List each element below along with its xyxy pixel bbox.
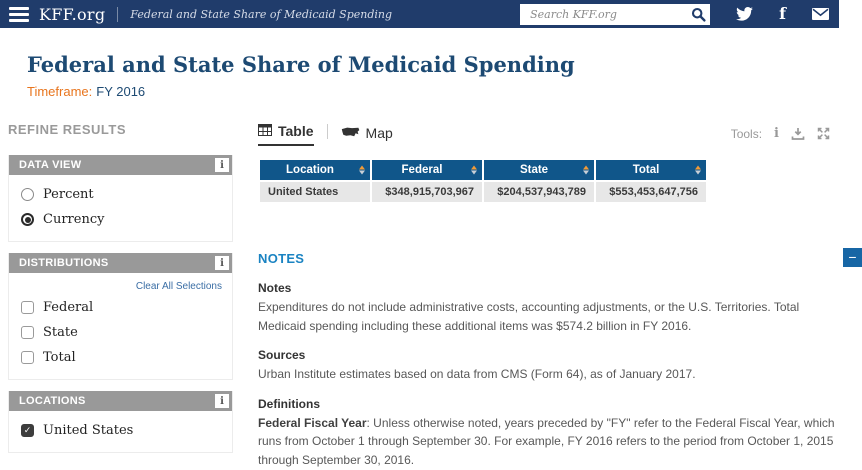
section-body	[9, 411, 232, 452]
checkbox-total[interactable]	[21, 350, 222, 365]
tools-bar	[731, 126, 830, 141]
topbar-right	[520, 4, 839, 25]
twitter-icon[interactable]	[736, 7, 753, 21]
column-header-total[interactable]: Total	[596, 160, 706, 180]
tab-label: Map	[365, 125, 393, 141]
section-title: DISTRIBUTIONS	[19, 257, 109, 269]
timeframe-label: Timeframe:	[27, 84, 93, 99]
option-label: Total	[43, 350, 76, 365]
radio-selected-icon	[21, 213, 34, 226]
site-logo[interactable]: KFF.org	[39, 4, 106, 24]
divider	[327, 124, 328, 139]
definitions-section-label: Definitions	[258, 396, 320, 411]
checkbox-checked-icon: ✓	[21, 424, 34, 437]
option-label: Percent	[43, 187, 94, 202]
section-data-view	[8, 155, 233, 242]
refine-results-sidebar	[8, 122, 233, 464]
cell-state: $204,537,943,789	[484, 182, 594, 202]
refine-results-title: REFINE RESULTS	[8, 122, 126, 137]
table-icon	[258, 123, 272, 139]
radio-icon	[21, 188, 34, 201]
timeframe-value: FY 2016	[96, 84, 146, 99]
definition-term: Federal Fiscal Year	[258, 415, 367, 430]
menu-icon[interactable]	[9, 7, 29, 22]
notes-heading: NOTES	[258, 251, 305, 266]
sort-icon	[359, 166, 365, 175]
option-label: Currency	[43, 212, 105, 227]
column-header-federal[interactable]: Federal	[372, 160, 482, 180]
column-header-state[interactable]: State	[484, 160, 594, 180]
sources-section-label: Sources	[258, 348, 306, 363]
section-title: DATA VIEW	[19, 159, 82, 171]
section-header-locations	[9, 391, 232, 411]
table-header-row	[260, 160, 706, 180]
tab-label: Table	[278, 123, 314, 139]
info-icon[interactable]: i	[215, 256, 229, 270]
cell-federal: $348,915,703,967	[372, 182, 482, 202]
checkbox-icon	[21, 301, 34, 314]
section-body	[9, 175, 232, 241]
data-table	[258, 158, 708, 204]
section-body	[9, 273, 232, 379]
sort-icon	[695, 166, 701, 175]
section-header-data-view	[9, 155, 232, 175]
search-box	[520, 4, 710, 25]
radio-percent[interactable]	[21, 187, 222, 202]
column-header-location[interactable]: Location	[260, 160, 370, 180]
search-input[interactable]	[528, 7, 691, 22]
checkbox-state[interactable]	[21, 325, 222, 340]
map-icon	[341, 125, 360, 141]
page-title: Federal and State Share of Medicaid Spending	[27, 52, 575, 78]
info-icon[interactable]: i	[215, 394, 229, 408]
sort-icon	[583, 166, 589, 175]
checkbox-united-states[interactable]	[21, 423, 222, 438]
section-title: LOCATIONS	[19, 395, 86, 407]
table-row	[260, 182, 706, 202]
timeframe	[27, 84, 145, 99]
divider	[117, 7, 118, 22]
search-icon[interactable]	[691, 7, 706, 22]
definitions-text: Federal Fiscal Year: Unless otherwise noted, years preceded by "FY" refer to the Federal Fiscal Year, which runs from October 1 through September 30. For example, FY 2016 refers to the period from October 1, 2015 through September 30, 2016.	[258, 415, 835, 467]
notes-text: Expenditures do not include administrative costs, accounting adjustments, or the U.S. Territories. Total Medicaid spending including these additional items was $574.2 billion in FY 2016.	[258, 300, 800, 333]
cell-total: $553,453,647,756	[596, 182, 706, 202]
email-icon[interactable]	[812, 8, 829, 20]
main-content	[258, 122, 858, 470]
download-icon[interactable]	[791, 127, 805, 140]
checkbox-icon	[21, 351, 34, 364]
section-locations	[8, 391, 233, 453]
radio-currency[interactable]	[21, 212, 222, 227]
tab-table[interactable]	[258, 123, 314, 146]
notes-section-label: Notes	[258, 281, 292, 295]
checkbox-federal[interactable]	[21, 300, 222, 315]
page-breadcrumb: Federal and State Share of Medicaid Spending	[130, 7, 393, 21]
top-navbar	[0, 0, 839, 28]
checkbox-icon	[21, 326, 34, 339]
expand-icon[interactable]	[817, 127, 830, 140]
section-header-distributions	[9, 253, 232, 273]
sources-text: Urban Institute estimates based on data from CMS (Form 64), as of January 2017.	[258, 367, 696, 382]
option-label: State	[43, 325, 78, 340]
tools-label: Tools:	[730, 126, 763, 141]
sort-icon	[471, 166, 477, 175]
info-icon[interactable]: i	[215, 158, 229, 172]
collapse-notes-button[interactable]: −	[843, 248, 862, 267]
clear-all-selections-link[interactable]: Clear All Selections	[135, 281, 222, 292]
tools-info-icon[interactable]: i	[774, 126, 779, 141]
option-label: United States	[43, 423, 134, 438]
facebook-glyph: f	[779, 4, 786, 23]
option-label: Federal	[43, 300, 94, 315]
cell-location: United States	[260, 182, 370, 202]
view-tabs	[258, 122, 858, 146]
notes-panel	[258, 250, 858, 470]
tab-map[interactable]	[341, 125, 393, 146]
section-distributions	[8, 253, 233, 380]
facebook-icon[interactable]	[779, 6, 786, 22]
